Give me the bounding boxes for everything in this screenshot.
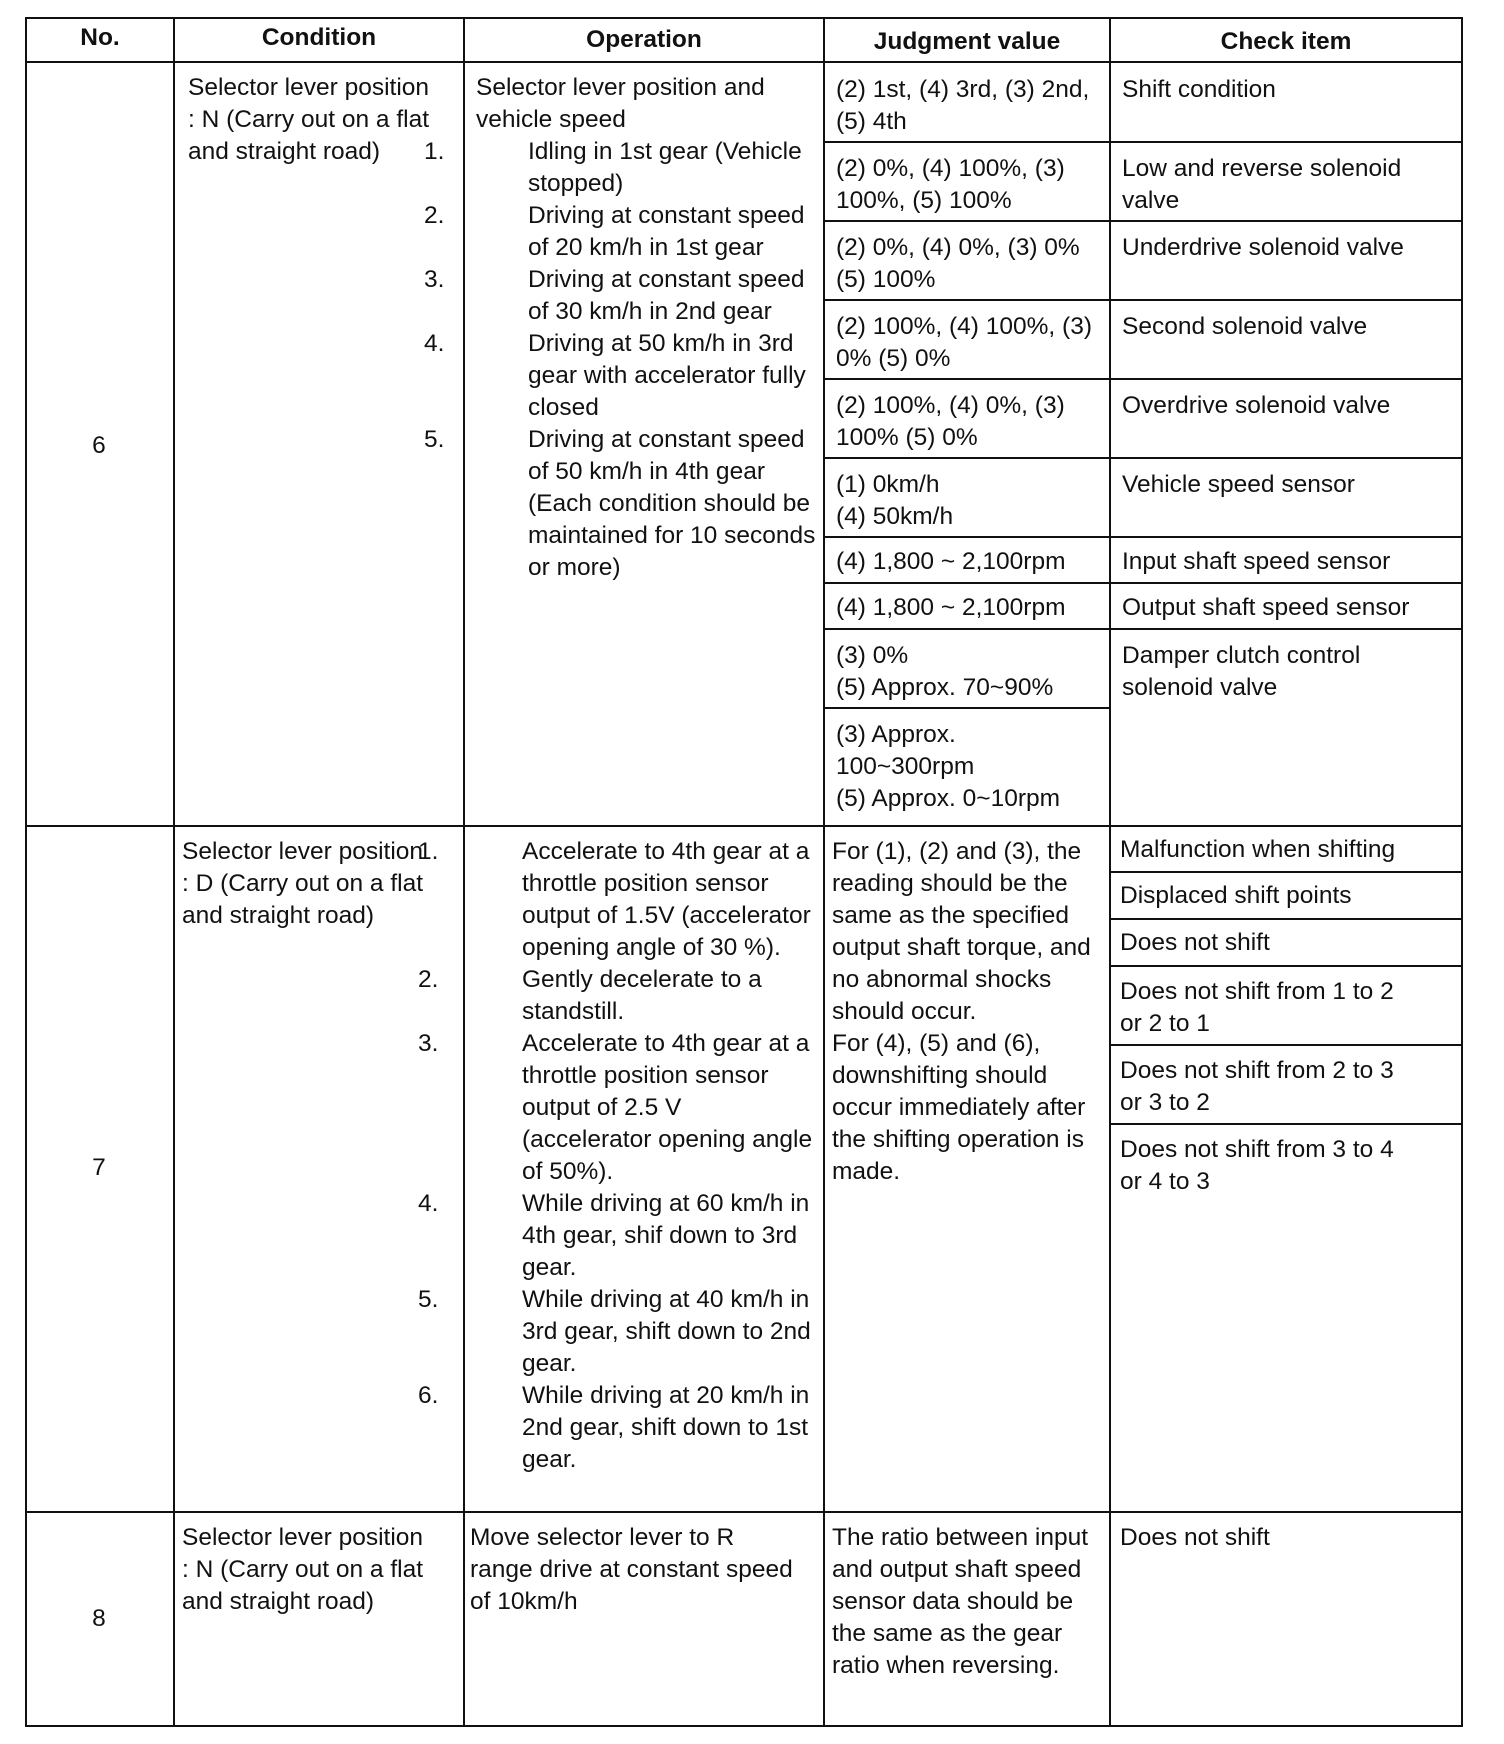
row-6-judgment: (2) 1st, (4) 3rd, (3) 2nd, (5) 4th	[836, 76, 1090, 135]
row-7-check: Malfunction when shifting	[1120, 836, 1396, 863]
row-7-check: Displaced shift points	[1120, 882, 1352, 909]
row-6-check: Low and reverse solenoid valve	[1122, 155, 1402, 214]
row-6-step: 4. Driving at 50 km/h in 3rd gear with accelerator fully closed	[424, 330, 806, 421]
row-6-judgment: (4) 1,800 ~ 2,100rpm	[836, 594, 1066, 621]
header-no: No.	[80, 24, 120, 51]
row-6-judgment: (2) 100%, (4) 0%, (3) 100% (5) 0%	[836, 392, 1065, 451]
row-6-condition: Selector lever position : N (Carry out on a flat and straight road)	[188, 74, 430, 165]
row-6-check: Output shaft speed sensor	[1122, 594, 1410, 621]
row-7-check: Does not shift from 3 to 4 or 4 to 3	[1120, 1136, 1394, 1195]
row-6-judgment: (2) 0%, (4) 100%, (3) 100%, (5) 100%	[836, 155, 1065, 214]
header-judgment-value: Judgment value	[873, 28, 1061, 55]
row-7-step: 2. Gently decelerate to a standstill.	[418, 966, 762, 1025]
row-6-operation	[424, 72, 816, 584]
row-6-check: Damper clutch control solenoid valve	[1122, 642, 1361, 701]
row-7-step: 4. While driving at 60 km/h in 4th gear, shif down to 3rd gear.	[418, 1190, 810, 1281]
row-6-check: Input shaft speed sensor	[1122, 548, 1391, 575]
row-6-check: Second solenoid valve	[1122, 313, 1368, 340]
header-condition: Condition	[261, 24, 377, 51]
row-7-step: 3. Accelerate to 4th gear at a throttle position sensor output of 2.5 V (accelerator opening angle of 50%).	[418, 1030, 813, 1185]
row-7-condition: Selector lever position : D (Carry out on a flat and straight road)	[182, 838, 424, 929]
row-8-check: Does not shift	[1120, 1524, 1270, 1551]
row-6-judgment: (4) 1,800 ~ 2,100rpm	[836, 548, 1066, 575]
row-7-step: 1. Accelerate to 4th gear at a throttle position sensor output of 1.5V (accelerator opening angle of 30 %).	[418, 838, 811, 961]
row-7-check: Does not shift from 2 to 3 or 3 to 2	[1120, 1057, 1394, 1116]
row-8-judgment: The ratio between input and output shaft speed sensor data should be the same as the gear ratio when reversing.	[832, 1524, 1089, 1679]
row-6-judgment: (2) 100%, (4) 100%, (3) 0% (5) 0%	[836, 313, 1092, 372]
row-8-operation: Move selector lever to R range drive at constant speed of 10km/h	[470, 1524, 793, 1615]
row-6-check: Overdrive solenoid valve	[1122, 392, 1391, 419]
row-6-judgment: (2) 0%, (4) 0%, (3) 0% (5) 100%	[836, 234, 1080, 293]
row-6-judgment: (3) 0% (5) Approx. 70~90%	[836, 642, 1054, 701]
row-6-step: 3. Driving at constant speed of 30 km/h in 2nd gear	[424, 266, 805, 325]
row-6-check: Underdrive solenoid valve	[1122, 234, 1404, 261]
row-7-operation	[418, 836, 816, 1476]
row-6-operation-intro: Selector lever position and vehicle speed	[476, 74, 765, 133]
row-6-no: 6	[92, 432, 106, 459]
row-6-step: 5. Driving at constant speed of 50 km/h in 4th gear (Each condition should be maintained for 10 seconds or more)	[424, 426, 816, 581]
row-6-judgment: (1) 0km/h (4) 50km/h	[836, 471, 954, 530]
row-7-step: 5. While driving at 40 km/h in 3rd gear, shift down to 2nd gear.	[418, 1286, 811, 1377]
row-8-no: 8	[92, 1605, 106, 1632]
row-7-check: Does not shift	[1120, 929, 1270, 956]
header-operation: Operation	[586, 26, 702, 53]
row-7-judgment: For (1), (2) and (3), the reading should be the same as the specified output shaft torque, and no abnormal shocks should occur. For (4), (5) and (6), downshifting should occur immediately after the shifting operation is made.	[832, 838, 1091, 1185]
row-7-step: 6. While driving at 20 km/h in 2nd gear, shift down to 1st gear.	[418, 1382, 810, 1473]
row-6-judgment: (3) Approx. 100~300rpm (5) Approx. 0~10rpm	[836, 721, 1061, 812]
row-6-check: Shift condition	[1122, 76, 1276, 103]
row-6-check: Vehicle speed sensor	[1122, 471, 1355, 498]
row-8-condition: Selector lever position : N (Carry out on a flat and straight road)	[182, 1524, 424, 1615]
header-check-item: Check item	[1220, 28, 1352, 55]
row-7-no: 7	[92, 1154, 106, 1181]
row-6-step: 2. Driving at constant speed of 20 km/h in 1st gear	[424, 202, 805, 261]
row-7-check: Does not shift from 1 to 2 or 2 to 1	[1120, 978, 1394, 1037]
row-6-step: 1. Idling in 1st gear (Vehicle stopped)	[424, 138, 802, 197]
